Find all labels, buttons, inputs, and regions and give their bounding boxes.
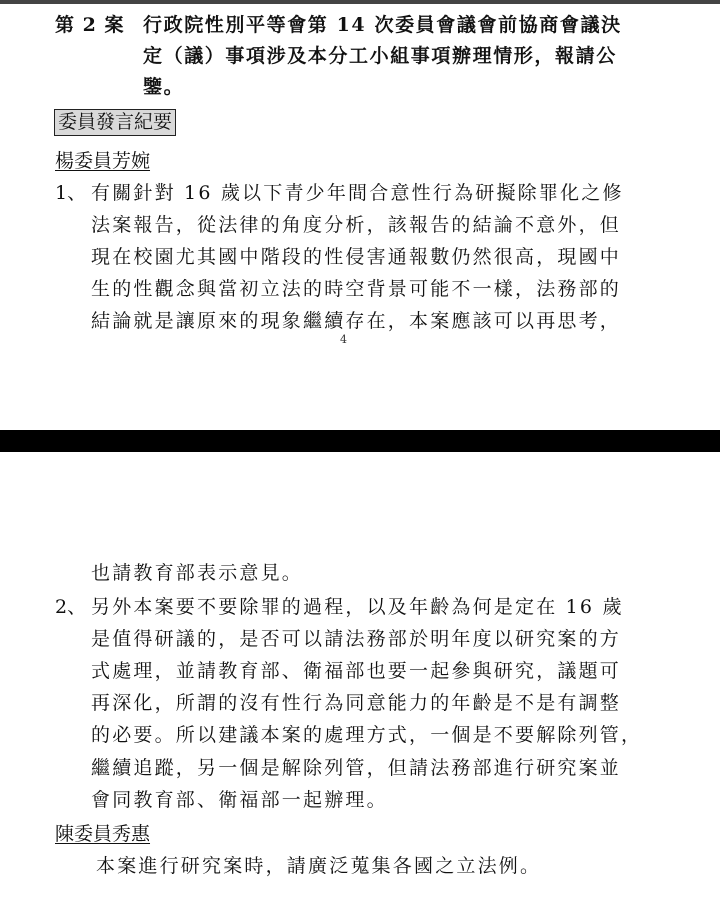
body-line: 式處理，並請教育部、衛福部也要一起參與研究，議題可 bbox=[91, 660, 622, 682]
case-title-line: 定（議）事項涉及本分工小組事項辦理情形，報請公 bbox=[143, 45, 617, 67]
body-line: 繼續追蹤，另一個是解除列管，但請法務部進行研究案並 bbox=[91, 757, 622, 779]
case-title-line: 鑒。 bbox=[143, 76, 185, 98]
body-line: 生的性觀念與當初立法的時空背景可能不一樣，法務部的 bbox=[91, 278, 622, 300]
body-line: 法案報告，從法律的角度分析，該報告的結論不意外，但 bbox=[91, 214, 622, 236]
item-number: 1、 bbox=[55, 182, 87, 204]
body-line: 有關針對 16 歲以下青少年間合意性行為研擬除罪化之修 bbox=[91, 182, 624, 204]
case-label: 第 2 案 bbox=[55, 14, 125, 36]
speaker-name: 楊委員芳婉 bbox=[55, 150, 151, 172]
section-heading: 委員發言紀要 bbox=[54, 109, 176, 136]
page-number: 4 bbox=[340, 333, 347, 346]
document-page-1 bbox=[0, 4, 720, 430]
body-line: 本案進行研究案時，請廣泛蒐集各國之立法例。 bbox=[96, 855, 542, 877]
body-line: 另外本案要不要除罪的過程，以及年齡為何是定在 16 歲 bbox=[91, 596, 624, 618]
body-line: 結論就是讓原來的現象繼續存在，本案應該可以再思考， bbox=[91, 310, 622, 332]
body-line: 的必要。所以建議本案的處理方式，一個是不要解除列管， bbox=[91, 724, 643, 746]
body-line: 再深化，所謂的沒有性行為同意能力的年齡是不是有調整 bbox=[91, 692, 622, 714]
body-line: 是值得研議的，是否可以請法務部於明年度以研究案的方 bbox=[91, 628, 622, 650]
body-line: 也請教育部表示意見。 bbox=[91, 562, 304, 584]
page-separator bbox=[0, 430, 720, 452]
document-page-2 bbox=[0, 452, 720, 897]
body-line: 會同教育部、衛福部一起辦理。 bbox=[91, 789, 388, 811]
speaker-name: 陳委員秀惠 bbox=[55, 823, 151, 845]
body-line: 現在校園尤其國中階段的性侵害通報數仍然很高，現國中 bbox=[91, 246, 622, 268]
case-title bbox=[143, 10, 643, 103]
case-title-line: 行政院性別平等會第 14 次委員會議會前協商會議決 bbox=[143, 14, 622, 36]
item-number: 2、 bbox=[55, 596, 87, 618]
